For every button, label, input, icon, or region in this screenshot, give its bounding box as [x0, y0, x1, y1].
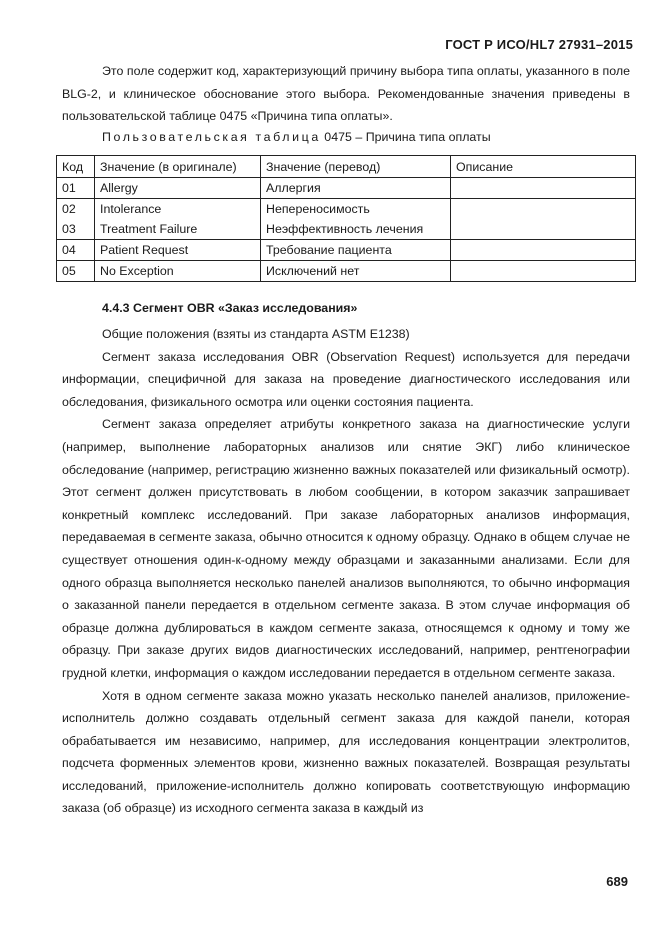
intro-text	[62, 60, 630, 128]
table-row	[57, 219, 636, 240]
user-table-0475	[56, 155, 636, 282]
column-header-code: Код	[57, 156, 95, 178]
table-row	[57, 199, 636, 220]
table-caption	[102, 130, 491, 144]
table-row	[57, 240, 636, 261]
cell-translation: Исключений нет	[261, 261, 451, 282]
section-heading: 4.4.3 Сегмент OBR «Заказ исследования»	[102, 301, 358, 315]
cell-code: 02	[57, 199, 95, 220]
intro-paragraph: Это поле содержит код, характеризующий причину выбора типа оплаты, указанного в поле BLG-2, и клиническое обоснование этого выбора. Рекомендованные значения приведены в пользовательской таблице 0475 «Причина типа оплаты».	[62, 64, 630, 124]
table-caption-title: Причина типа оплаты	[365, 130, 491, 144]
section-paragraph-general: Общие положения (взяты из стандарта ASTM E1238)	[102, 327, 410, 341]
table-caption-prefix: Пользовательская таблица	[102, 130, 321, 144]
cell-code: 05	[57, 261, 95, 282]
table-row	[57, 261, 636, 282]
cell-translation: Непереносимость	[261, 199, 451, 220]
cell-description	[451, 240, 636, 261]
table-caption-dash: –	[355, 130, 363, 144]
column-header-description: Описание	[451, 156, 636, 178]
cell-description	[451, 261, 636, 282]
cell-original: Patient Request	[95, 240, 261, 261]
cell-code: 03	[57, 219, 95, 240]
cell-code: 04	[57, 240, 95, 261]
section-paragraph: Сегмент заказа исследования OBR (Observation Request) используется для передачи информации, специфичной для заказа на проведение диагностического исследования или обследования, физикального осмотра или оценки состояния пациента.	[62, 349, 630, 409]
section-body	[62, 323, 630, 820]
cell-description	[451, 178, 636, 199]
cell-description	[451, 199, 636, 220]
cell-original: Treatment Failure	[95, 219, 261, 240]
table-caption-number: 0475	[324, 130, 352, 144]
cell-translation: Неэффективность лечения	[261, 219, 451, 240]
page-number: 689	[606, 874, 628, 889]
section-paragraph: Хотя в одном сегменте заказа можно указать несколько панелей анализов, приложение-исполнитель должно создавать отдельный сегмент заказа для каждой панели, которая обрабатывается им независимо, например, для исследования концентрации электролитов, подсчета форменных элементов крови, жизненно важных показателей. Возвращая результаты исследований, приложение-исполнитель должно копировать соответствующую информацию заказа (об образце) из исходного сегмента заказа в каждый из	[62, 688, 630, 816]
document-header: ГОСТ Р ИСО/HL7 27931–2015	[445, 37, 633, 52]
cell-description	[451, 219, 636, 240]
column-header-translation: Значение (перевод)	[261, 156, 451, 178]
cell-original: No Exception	[95, 261, 261, 282]
table-row	[57, 178, 636, 199]
cell-original: Allergy	[95, 178, 261, 199]
cell-code: 01	[57, 178, 95, 199]
table-header-row	[57, 156, 636, 178]
cell-original: Intolerance	[95, 199, 261, 220]
cell-translation: Требование пациента	[261, 240, 451, 261]
cell-translation: Аллергия	[261, 178, 451, 199]
section-paragraph: Сегмент заказа определяет атрибуты конкретного заказа на диагностические услуги (например, выполнение лабораторных анализов или снятие ЭКГ) либо клиническое обследование (например, регистрацию жизненно важных показателей или физикальный осмотр). Этот сегмент должен присутствовать в любом сообщении, в котором заказчик запрашивает конкретный комплекс исследований. При заказе лабораторных анализов информация, передаваемая в сегменте заказа, обычно относится к одному образцу. Однако в общем случае не существует отношения один-к-одному между образцами и заказанными анализами. Если для одного образца выполняется несколько панелей анализов выполняются, то обычно информация о заказанной панели передается в отдельном сегменте заказа. В этом случае информация об образце должна дублироваться в каждом сегменте заказа, относящемся к одному и тому же образцу. При заказе других видов диагностических исследований, например, рентгенографии грудной клетки, информация о каждом исследовании передается в отдельном сегменте заказа.	[62, 417, 630, 680]
column-header-original: Значение (в оригинале)	[95, 156, 261, 178]
